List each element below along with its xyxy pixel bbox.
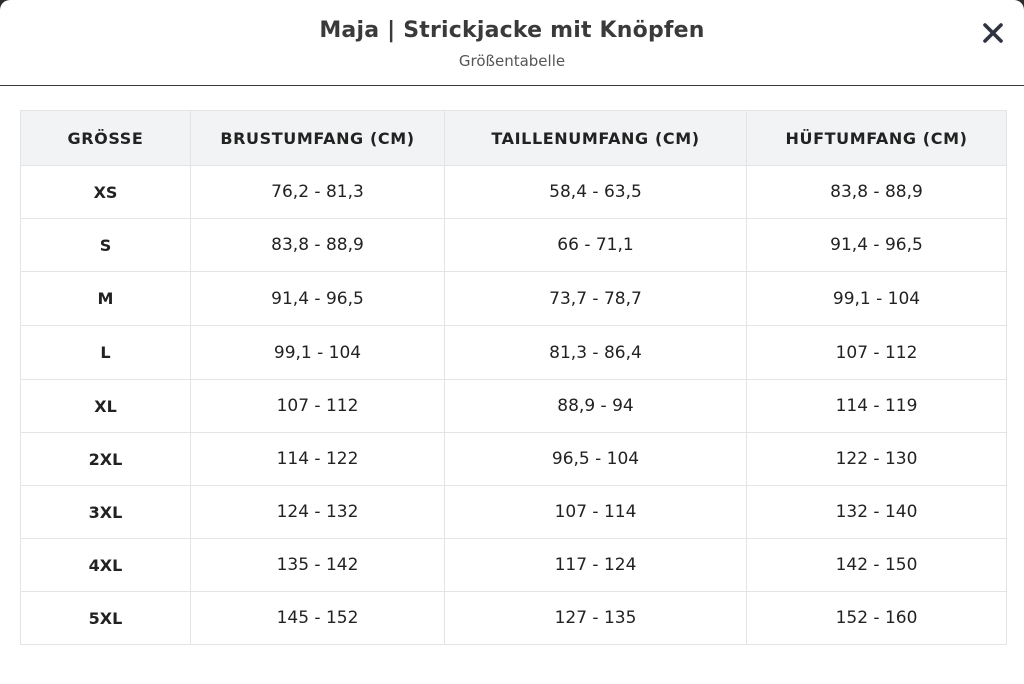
waist-cell: 107 - 114 [445,486,747,539]
chest-cell: 76,2 - 81,3 [191,166,445,219]
waist-cell: 58,4 - 63,5 [445,166,747,219]
size-cell: L [21,326,191,380]
table-row [21,592,1007,645]
modal-header [0,0,1024,86]
column-header-hip: HÜFTUMFANG (CM) [747,111,1007,166]
table-row [21,326,1007,380]
chest-cell: 83,8 - 88,9 [191,219,445,272]
size-cell: M [21,272,191,326]
chest-cell: 107 - 112 [191,380,445,433]
waist-cell: 88,9 - 94 [445,380,747,433]
table-row [21,486,1007,539]
table-header [21,111,1007,166]
table-row [21,219,1007,272]
hip-cell: 152 - 160 [747,592,1007,645]
table-body [21,166,1007,645]
table-row [21,433,1007,486]
waist-cell: 96,5 - 104 [445,433,747,486]
chest-cell: 145 - 152 [191,592,445,645]
table-row [21,539,1007,592]
hip-cell: 99,1 - 104 [747,272,1007,326]
hip-cell: 142 - 150 [747,539,1007,592]
column-header-waist: TAILLENUMFANG (CM) [445,111,747,166]
waist-cell: 66 - 71,1 [445,219,747,272]
size-cell: S [21,219,191,272]
chest-cell: 124 - 132 [191,486,445,539]
column-header-size: GRÖSSE [21,111,191,166]
waist-cell: 81,3 - 86,4 [445,326,747,380]
size-cell: 3XL [21,486,191,539]
chest-cell: 99,1 - 104 [191,326,445,380]
hip-cell: 83,8 - 88,9 [747,166,1007,219]
waist-cell: 73,7 - 78,7 [445,272,747,326]
close-button[interactable] [980,20,1006,46]
hip-cell: 91,4 - 96,5 [747,219,1007,272]
close-icon[interactable] [980,20,1006,46]
table-header-row [21,111,1007,166]
size-cell: XL [21,380,191,433]
waist-cell: 127 - 135 [445,592,747,645]
column-header-chest: BRUSTUMFANG (CM) [191,111,445,166]
hip-cell: 107 - 112 [747,326,1007,380]
chest-cell: 91,4 - 96,5 [191,272,445,326]
modal-title: Maja | Strickjacke mit Knöpfen [319,18,705,43]
hip-cell: 122 - 130 [747,433,1007,486]
hip-cell: 132 - 140 [747,486,1007,539]
size-cell: 4XL [21,539,191,592]
size-cell: XS [21,166,191,219]
chest-cell: 135 - 142 [191,539,445,592]
table-row [21,272,1007,326]
size-table [20,110,1007,645]
table-row [21,380,1007,433]
size-table-container [20,110,1006,645]
waist-cell: 117 - 124 [445,539,747,592]
size-cell: 5XL [21,592,191,645]
table-row [21,166,1007,219]
modal-subtitle: Größentabelle [458,52,566,70]
hip-cell: 114 - 119 [747,380,1007,433]
chest-cell: 114 - 122 [191,433,445,486]
size-cell: 2XL [21,433,191,486]
